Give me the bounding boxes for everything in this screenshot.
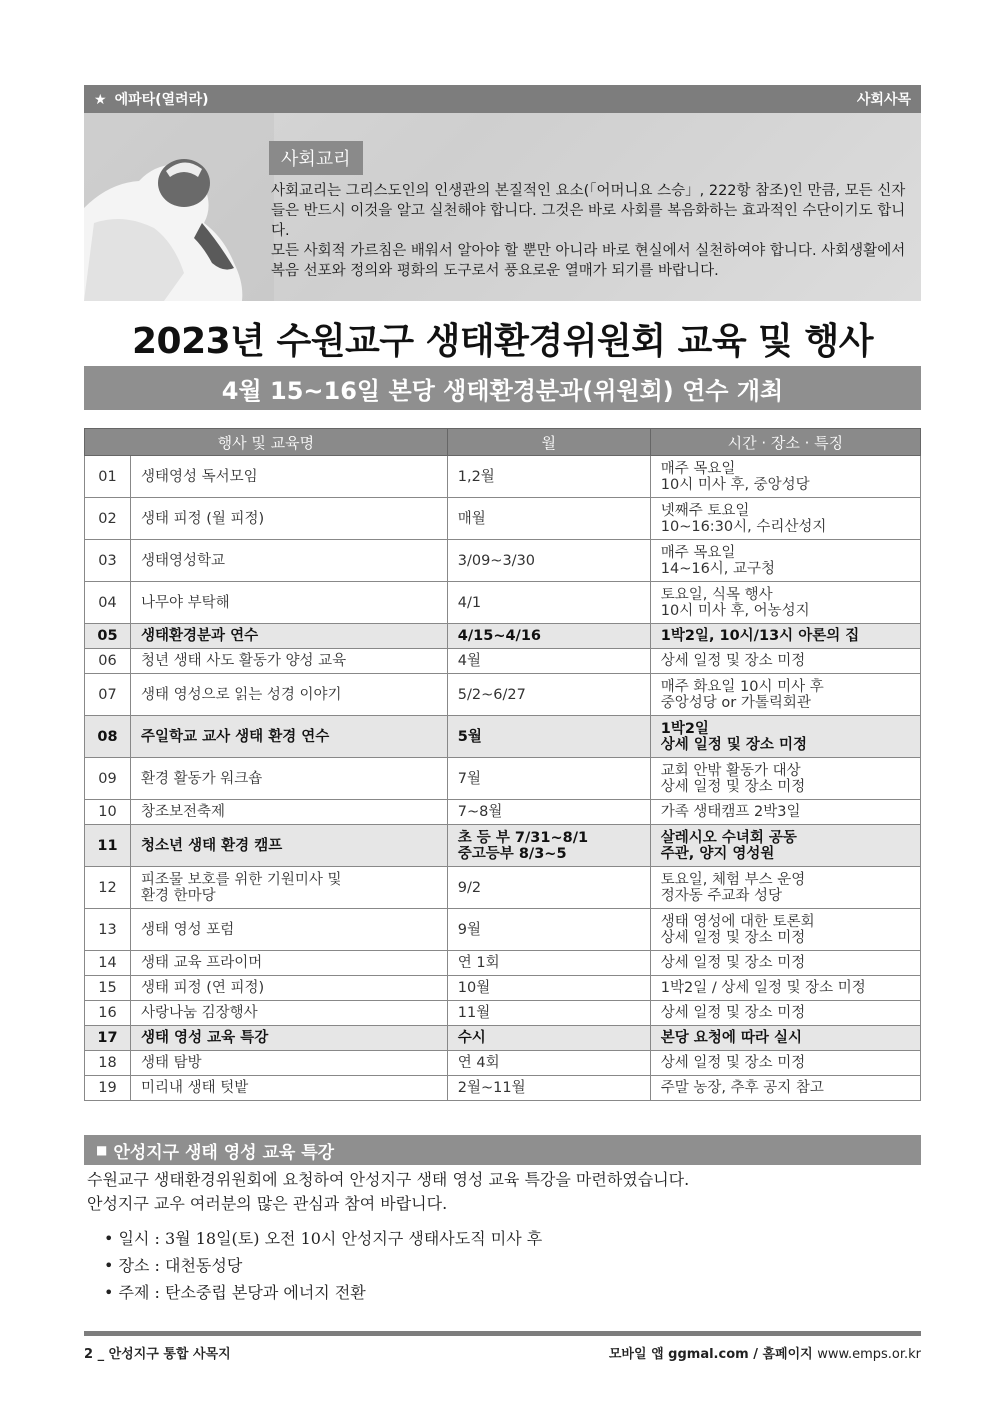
event-detail	[650, 1001, 920, 1026]
event-detail	[650, 909, 920, 951]
table-row	[85, 498, 921, 540]
event-name-line: 주일학교 교사 생태 환경 연수	[141, 728, 330, 745]
event-name	[131, 951, 448, 976]
event-month-line: 1,2월	[457, 468, 495, 485]
event-detail-line: 매주 화요일 10시 미사 후	[660, 678, 824, 695]
event-month	[447, 456, 650, 498]
event-detail-line: 상세 일정 및 장소 미정	[660, 1055, 806, 1071]
header-bar	[84, 85, 921, 113]
event-month-line: 연 1회	[457, 955, 500, 971]
event-month	[447, 825, 650, 867]
event-month	[447, 800, 650, 825]
event-name	[131, 800, 448, 825]
event-detail	[650, 582, 920, 624]
row-number-line: 05	[97, 628, 118, 644]
table-row	[85, 976, 921, 1001]
event-detail	[650, 800, 920, 825]
row-number	[85, 909, 131, 951]
event-month	[447, 758, 650, 800]
event-month-line: 9/2	[457, 879, 482, 896]
event-name	[131, 825, 448, 867]
event-detail	[650, 1076, 920, 1101]
event-name-line: 청소년 생태 환경 캠프	[141, 837, 283, 854]
list-item: • 장소 : 대천동성당	[104, 1252, 542, 1279]
table-row	[85, 582, 921, 624]
event-name	[131, 909, 448, 951]
event-month-line: 7~8월	[457, 804, 503, 820]
row-number	[85, 456, 131, 498]
event-detail-line: 매주 목요일	[660, 544, 736, 561]
event-month-line: 수시	[457, 1030, 486, 1046]
event-detail	[650, 976, 920, 1001]
event-month-line: 5/2~6/27	[457, 686, 526, 703]
row-number	[85, 1026, 131, 1051]
event-detail-line: 본당 요청에 따라 실시	[660, 1030, 802, 1046]
event-month-line: 초 등 부 7/31~8/1	[457, 829, 589, 846]
event-name-line: 생태 영성으로 읽는 성경 이야기	[141, 686, 342, 703]
event-month	[447, 976, 650, 1001]
info-list	[104, 1225, 542, 1306]
row-number	[85, 976, 131, 1001]
footer-app-text: 모바일 앱 ggmal.com / 홈페이지	[608, 1347, 813, 1362]
event-month	[447, 624, 650, 649]
event-detail-line: 교회 안밖 활동가 대상	[660, 762, 801, 779]
footer-divider	[84, 1331, 921, 1336]
event-detail-line: 상세 일정 및 장소 미정	[660, 929, 806, 946]
banner-tag: 사회교리	[269, 141, 363, 175]
row-number-line: 19	[98, 1080, 117, 1096]
event-detail	[650, 674, 920, 716]
event-name	[131, 1076, 448, 1101]
table-row	[85, 1076, 921, 1101]
event-name	[131, 456, 448, 498]
row-number-line: 17	[97, 1030, 118, 1046]
table-row	[85, 800, 921, 825]
section-intro	[87, 1168, 689, 1216]
row-number	[85, 1001, 131, 1026]
event-detail	[650, 758, 920, 800]
event-month	[447, 1051, 650, 1076]
event-month	[447, 867, 650, 909]
banner-paragraph: 모든 사회적 가르침은 배워서 알아야 할 뿐만 아니라 바로 현실에서 실천하여야 합니다. 사회생활에서 복음 선포와 정의와 평화의 도구로서 풍요로운 열매가 되기를 바랍니다.	[271, 243, 906, 279]
row-number-line: 06	[98, 653, 117, 669]
footer-contact	[609, 1343, 921, 1362]
event-name	[131, 1026, 448, 1051]
event-month	[447, 649, 650, 674]
row-number-line: 14	[98, 955, 117, 971]
event-name-line: 사랑나눔 김장행사	[141, 1005, 258, 1021]
event-month-line: 3/09~3/30	[457, 552, 536, 569]
event-detail-line: 토요일, 식목 행사	[660, 586, 773, 603]
table-row	[85, 624, 921, 649]
event-detail	[650, 649, 920, 674]
event-detail	[650, 1051, 920, 1076]
row-number	[85, 825, 131, 867]
intro-line: 안성지구 교우 여러분의 많은 관심과 참여 바랍니다.	[87, 1194, 448, 1213]
event-name-line: 생태 탐방	[141, 1055, 202, 1071]
row-number-line: 16	[98, 1005, 117, 1021]
event-name-line: 피조물 보호를 위한 기원미사 및	[141, 871, 342, 888]
event-month-line: 4/1	[457, 594, 482, 611]
column-header: 행사 및 교육명	[85, 429, 448, 456]
event-name-line: 청년 생태 사도 활동가 양성 교육	[141, 653, 347, 669]
row-number	[85, 716, 131, 758]
event-detail-line: 14~16시, 교구청	[660, 560, 776, 577]
row-number	[85, 1076, 131, 1101]
row-number	[85, 649, 131, 674]
row-number	[85, 951, 131, 976]
table-row	[85, 909, 921, 951]
table-row	[85, 456, 921, 498]
table-row	[85, 1001, 921, 1026]
event-name-line: 환경 한마당	[141, 887, 216, 904]
row-number-line: 03	[98, 552, 117, 569]
event-detail-line: 상세 일정 및 장소 미정	[660, 955, 806, 971]
row-number-line: 01	[98, 468, 117, 485]
banner	[84, 113, 921, 301]
row-number-line: 18	[98, 1055, 117, 1071]
banner-paragraph: 사회교리는 그리스도인의 인생관의 본질적인 요소(「어머니요 스승」, 222항 참조)인 만큼, 모든 신자들은 반드시 이것을 알고 실천해야 합니다. 그것은 바로 사회를 복음화하는 효과적인 수단이기도 합니다.	[271, 183, 906, 239]
row-number	[85, 674, 131, 716]
event-detail-line: 상세 일정 및 장소 미정	[660, 736, 808, 753]
event-month	[447, 951, 650, 976]
table-row	[85, 825, 921, 867]
event-month-line: 11월	[457, 1005, 491, 1021]
row-number-line: 10	[98, 804, 117, 820]
event-name-line: 생태 교육 프라이머	[141, 955, 263, 971]
footer-url-link[interactable]: www.emps.or.kr	[817, 1347, 921, 1362]
event-month-line: 9월	[457, 921, 481, 938]
event-detail-line: 1박2일 / 상세 일정 및 장소 미정	[660, 980, 866, 996]
header-right-title: 사회사목	[856, 92, 911, 108]
event-detail	[650, 540, 920, 582]
events-table	[84, 428, 921, 1101]
event-detail-line: 주관, 양지 영성원	[660, 845, 775, 862]
event-name	[131, 498, 448, 540]
table-row	[85, 1051, 921, 1076]
event-name	[131, 716, 448, 758]
row-number-line: 09	[98, 770, 117, 787]
event-month-line: 4/15~4/16	[457, 628, 542, 644]
event-month-line: 5월	[457, 728, 482, 745]
event-detail-line: 10시 미사 후, 중앙성당	[660, 476, 810, 493]
event-name	[131, 540, 448, 582]
section-title: 안성지구 생태 영성 교육 특강	[113, 1142, 335, 1163]
event-month	[447, 1076, 650, 1101]
event-month-line: 중고등부 8/3~5	[457, 845, 567, 862]
event-detail-line: 매주 목요일	[660, 460, 736, 477]
praying-figure-image	[84, 113, 274, 301]
event-name	[131, 624, 448, 649]
event-detail-line: 1박2일	[660, 720, 709, 737]
table-row	[85, 674, 921, 716]
event-detail-line: 살레시오 수녀회 공동	[660, 829, 797, 846]
table-row	[85, 716, 921, 758]
row-number	[85, 498, 131, 540]
column-header: 월	[447, 429, 650, 456]
event-detail-line: 상세 일정 및 장소 미정	[660, 1005, 806, 1021]
event-month-line: 2월~11월	[457, 1080, 526, 1096]
event-month-line: 10월	[457, 980, 491, 996]
event-detail	[650, 456, 920, 498]
star-icon: ★	[94, 92, 107, 108]
table-row	[85, 867, 921, 909]
event-name	[131, 867, 448, 909]
event-name-line: 생태 영성 포럼	[141, 921, 235, 938]
table-row	[85, 540, 921, 582]
event-detail	[650, 624, 920, 649]
event-month	[447, 540, 650, 582]
table-row	[85, 758, 921, 800]
row-number	[85, 758, 131, 800]
row-number-line: 08	[97, 728, 118, 745]
event-month-line: 7월	[457, 770, 481, 787]
event-detail-line: 생태 영성에 대한 토론회	[660, 913, 815, 930]
event-name	[131, 1051, 448, 1076]
event-detail-line: 토요일, 체험 부스 운영	[660, 871, 806, 888]
event-name-line: 미리내 생태 텃밭	[141, 1080, 249, 1096]
event-month	[447, 674, 650, 716]
row-number	[85, 800, 131, 825]
event-name-line: 생태환경분과 연수	[141, 628, 259, 644]
list-item: • 주제 : 탄소중립 본당과 에너지 전환	[104, 1279, 542, 1306]
row-number-line: 13	[98, 921, 117, 938]
event-month	[447, 498, 650, 540]
section-header	[84, 1135, 921, 1165]
event-name-line: 환경 활동가 워크숍	[141, 770, 263, 787]
event-month-line: 4월	[457, 653, 481, 669]
table-row	[85, 1026, 921, 1051]
row-number-line: 11	[97, 837, 118, 854]
banner-text	[271, 181, 911, 281]
event-detail-line: 넷째주 토요일	[660, 502, 750, 519]
row-number	[85, 1051, 131, 1076]
subtitle-bar: 4월 15~16일 본당 생태환경분과(위원회) 연수 개최	[84, 366, 921, 410]
row-number	[85, 867, 131, 909]
event-name-line: 생태 피정 (연 피정)	[141, 980, 265, 996]
event-name-line: 생태영성 독서모임	[141, 468, 258, 485]
event-month-line: 매월	[457, 510, 486, 527]
event-name-line: 나무야 부탁해	[141, 594, 230, 611]
event-detail	[650, 716, 920, 758]
event-detail-line: 10시 미사 후, 어농성지	[660, 602, 810, 619]
footer-page-label: 2 _ 안성지구 통합 사목지	[84, 1347, 231, 1362]
event-name-line: 생태 영성 교육 특강	[141, 1030, 269, 1046]
list-item: • 일시 : 3월 18일(토) 오전 10시 안성지구 생태사도직 미사 후	[104, 1225, 542, 1252]
row-number-line: 02	[98, 510, 117, 527]
row-number	[85, 582, 131, 624]
table-row	[85, 951, 921, 976]
event-detail-line: 가족 생태캠프 2박3일	[660, 804, 801, 820]
square-icon: ■	[96, 1143, 108, 1157]
event-name	[131, 649, 448, 674]
column-header: 시간 · 장소 · 특징	[650, 429, 920, 456]
row-number	[85, 624, 131, 649]
event-detail	[650, 867, 920, 909]
event-detail	[650, 825, 920, 867]
event-name	[131, 758, 448, 800]
row-number-line: 12	[98, 879, 117, 896]
event-name	[131, 1001, 448, 1026]
event-name	[131, 976, 448, 1001]
row-number-line: 07	[98, 686, 117, 703]
header-left-title: 에파타(열려라)	[114, 92, 209, 108]
event-detail-line: 정자동 주교좌 성당	[660, 887, 783, 904]
event-detail	[650, 1026, 920, 1051]
event-name	[131, 582, 448, 624]
event-detail-line: 주말 농장, 추후 공지 참고	[660, 1080, 824, 1096]
event-detail	[650, 498, 920, 540]
table-row	[85, 649, 921, 674]
event-name	[131, 674, 448, 716]
row-number	[85, 540, 131, 582]
event-month	[447, 909, 650, 951]
row-number-line: 04	[98, 594, 117, 611]
event-name-line: 창조보전축제	[141, 804, 226, 820]
event-name-line: 생태 피정 (월 피정)	[141, 510, 265, 527]
event-month	[447, 1001, 650, 1026]
table-header-row	[85, 429, 921, 456]
event-month	[447, 1026, 650, 1051]
event-detail-line: 상세 일정 및 장소 미정	[660, 653, 806, 669]
event-month	[447, 582, 650, 624]
event-detail	[650, 951, 920, 976]
intro-line: 수원교구 생태환경위원회에 요청하여 안성지구 생태 영성 교육 특강을 마련하였습니다.	[87, 1170, 690, 1189]
event-detail-line: 상세 일정 및 장소 미정	[660, 778, 806, 795]
event-detail-line: 중앙성당 or 가톨릭회관	[660, 694, 811, 711]
event-detail-line: 1박2일, 10시/13시 아론의 집	[660, 628, 860, 644]
header-left	[94, 89, 209, 109]
row-number-line: 15	[98, 980, 117, 996]
event-month-line: 연 4회	[457, 1055, 500, 1071]
event-month	[447, 716, 650, 758]
page-title: 2023년 수원교구 생태환경위원회 교육 및 행사	[131, 321, 874, 362]
event-detail-line: 10~16:30시, 수리산성지	[660, 518, 827, 535]
event-name-line: 생태영성학교	[141, 552, 226, 569]
